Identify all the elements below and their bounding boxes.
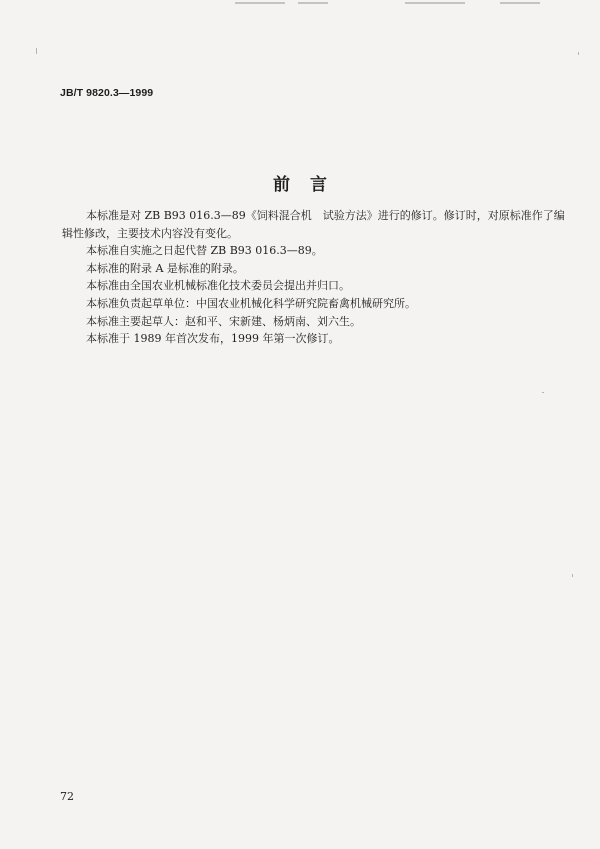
paragraph-history: 本标准于 1989 年首次发布，1999 年第一次修订。 [86, 332, 340, 346]
paragraph-drafters: 本标准主要起草人：赵和平、宋新建、杨炳南、刘六生。 [86, 314, 361, 328]
scan-artifact-line [298, 2, 328, 4]
scan-artifact-line [500, 2, 540, 4]
paragraph-revision: 本标准是对 ZB B93 016.3—89《饲料混合机 试验方法》进行的修订。修订时，对原标准作了编辑性修改，主要技术内容没有变化。 [62, 209, 565, 240]
scan-artifact-speck [572, 574, 573, 577]
scan-artifact-speck [542, 392, 544, 393]
scan-artifact-line [235, 2, 285, 4]
foreword-body [62, 207, 574, 348]
section-heading-foreword: 前言 [273, 175, 347, 195]
paragraph-drafting-unit: 本标准负责起草单位：中国农业机械化科学研究院畜禽机械研究所。 [86, 296, 416, 310]
scan-artifact-line [405, 2, 465, 4]
paragraph-committee: 本标准由全国农业机械标准化技术委员会提出并归口。 [86, 279, 350, 293]
scan-artifact-speck [36, 48, 37, 54]
standard-code: JB/T 9820.3—1999 [60, 87, 154, 99]
scan-artifact-speck [578, 52, 579, 55]
paragraph-appendix: 本标准的附录 A 是标准的附录。 [86, 261, 244, 275]
page-number: 72 [60, 790, 74, 803]
paragraph-replaces: 本标准自实施之日起代替 ZB B93 016.3—89。 [86, 244, 323, 258]
